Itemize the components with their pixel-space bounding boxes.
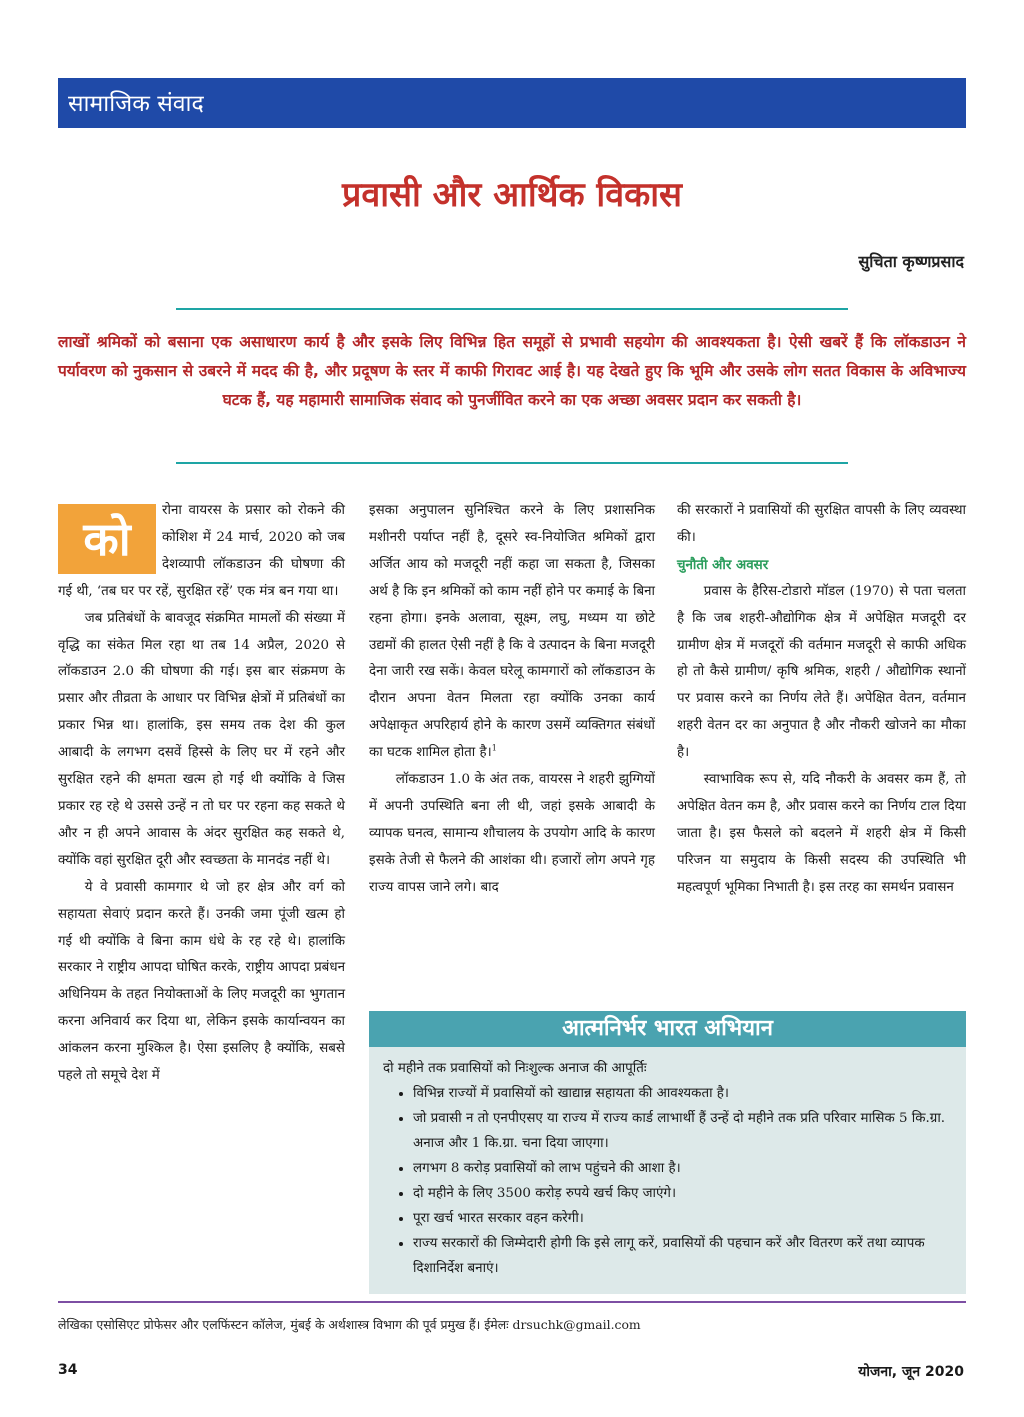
list-item: • लगभग 8 करोड़ प्रवासियों को लाभ पहुंचने की आशा है।	[413, 1156, 952, 1181]
column-1-paragraph-3: ये वे प्रवासी कामगार थे जो हर क्षेत्र और वर्ग को सहायता सेवाएं प्रदान करते हैं। उनकी जमा पूंजी खत्म हो गई थी क्योंकि वे बिना काम धंधे के रह रहे थे। हालांकि सरकार ने राष्ट्रीय आपदा घोषित करके, राष्ट्रीय आपदा प्रबंधन अधिनियम के तहत नियोक्ताओं के लिए मजदूरी का भुगतान करना अनिवार्य कर दिया था, लेकिन इसके कार्यान्वयन का आंकलन करना मुश्किल है। ऐसा इसलिए है क्योंकि, सबसे पहले तो समूचे देश में	[58, 879, 345, 1084]
abstract-bottom-rule	[176, 462, 848, 464]
column-1-paragraph-1: रोना वायरस के प्रसार को रोकने की कोशिश में 24 मार्च, 2020 को जब देशव्यापी लॉकडाउन की घोषणा की गई थी, ‘तब घर पर रहें, सुरक्षित रहें’ एक मंत्र बन गया था।	[58, 503, 345, 599]
column-1-paragraph-2: जब प्रतिबंधों के बावजूद संक्रमित मामलों की संख्या में वृद्धि का संकेत मिल रहा था तब 14 अप्रैल, 2020 से लॉकडाउन 2.0 की घोषणा की गई। इस बार संक्रमण के प्रसार और तीव्रता के आधार पर विभिन्न क्षेत्रों में प्रतिबंधों का प्रकार भिन्न था। हालांकि, इस समय तक देश की कुल आबादी के लगभग दसवें हिस्से के लिए घर में रहने और सुरक्षित रहने की क्षमता खत्म हो गई थी क्योंकि वे जिस प्रकार रह रहे थे उससे उन्हें न तो घर पर रहना कह सकते थे और न ही अपने आवास के अंदर सुरक्षित कह सकते थे, क्योंकि वहां सुरक्षित दूरी और स्वच्छता के मानदंड नहीं थे।	[58, 610, 345, 868]
issue-label: योजना, जून 2020	[858, 1364, 964, 1380]
sidebar-box	[369, 1011, 966, 1294]
column-3	[677, 498, 966, 902]
list-item: • राज्य सरकारों की जिम्मेदारी होगी कि इसे लागू करें, प्रवासियों की पहचान करें और वितरण करें तथा व्यापक दिशानिर्देश बनाएं।	[413, 1231, 952, 1281]
author-name: सुचिता कृष्णप्रसाद	[858, 252, 964, 271]
abstract: लाखों श्रमिकों को बसाना एक असाधारण कार्य है और इसके लिए विभिन्न हित समूहों से प्रभावी सहयोग की आवश्यकता है। ऐसी खबरें हैं कि लॉकडाउन ने पर्यावरण को नुकसान से उबरने में मदद की है, और प्रदूषण के स्तर में काफी गिरावट आई है। यह देखते हुए कि भूमि और उसके लोग सतत विकास के अविभाज्य घटक हैं, यह महामारी सामाजिक संवाद को पुनर्जीवित करने का एक अच्छा अवसर प्रदान कर सकती है।	[58, 333, 966, 409]
list-item: • दो महीने के लिए 3500 करोड़ रुपये खर्च किए जाएंगे।	[413, 1181, 952, 1206]
page-number: 34	[58, 1362, 78, 1378]
column-2-paragraph-1-text: इसका अनुपालन सुनिश्चित करने के लिए प्रशासनिक मशीनरी पर्याप्त नहीं है, दूसरे स्व-नियोजित श्रमिकों द्वारा अर्जित आय को मजदूरी नहीं कहा जा सकता है, जिसका अर्थ है कि इन श्रमिकों को काम नहीं होने पर कमाई के बिना रहना होगा। इनके अलावा, सूक्ष्म, लघु, मध्यम या छोटे उद्यमों की हालत ऐसी नहीं है कि वे उत्पादन के बिना मजदूरी देना जारी रख सकें। केवल घरेलू कामगारों को लॉकडाउन के दौरान अपना वेतन मिलता रहा क्योंकि उनका कार्य अपेक्षाकृत अपरिहार्य होने के कारण उसमें व्यक्तिगत संबंधों का घटक शामिल होता है।	[369, 503, 655, 761]
column-2-paragraph-1	[369, 498, 655, 767]
column-3-paragraph-1: की सरकारों ने प्रवासियों की सुरक्षित वापसी के लिए व्यवस्था की।	[677, 503, 966, 545]
list-item: • विभिन्न राज्यों में प्रवासियों को खाद्यान्न सहायता की आवश्यकता है।	[413, 1081, 952, 1106]
sidebar-box-list	[369, 1081, 966, 1281]
subheading: चुनौती और अवसर	[677, 556, 769, 573]
footnote-marker: 1	[491, 743, 497, 753]
list-item: • पूरा खर्च भारत सरकार वहन करेगी।	[413, 1206, 952, 1231]
drop-cap: को	[58, 504, 156, 574]
column-1	[58, 498, 345, 1090]
section-title: सामाजिक संवाद	[68, 91, 204, 117]
section-banner	[58, 78, 966, 128]
list-item: • जो प्रवासी न तो एनपीएसए या राज्य में राज्य कार्ड लाभार्थी हैं उन्हें दो महीने तक प्रति परिवार मासिक 5 कि.ग्रा. अनाज और 1 कि.ग्रा. चना दिया जाएगा।	[413, 1106, 952, 1156]
column-2	[369, 498, 655, 902]
column-2-paragraph-2: लॉकडाउन 1.0 के अंत तक, वायरस ने शहरी झुग्गियों में अपनी उपस्थिति बना ली थी, जहां इसके आबादी के व्यापक घनत्व, सामान्य शौचालय के उपयोग आदि के कारण इसके तेजी से फैलने की आशंका थी। हजारों लोग अपने गृह राज्य वापस जाने लगे। बाद	[369, 772, 655, 895]
abstract-top-rule	[176, 308, 848, 310]
footnote-rule	[58, 1301, 966, 1303]
article-title: प्रवासी और आर्थिक विकास	[341, 175, 683, 215]
column-3-paragraph-3: स्वाभाविक रूप से, यदि नौकरी के अवसर कम हैं, तो अपेक्षित वेतन कम है, और प्रवास करने का निर्णय टाल दिया जाता है। इस फैसले को बदलने में शहरी क्षेत्र में किसी परिजन या समुदाय के किसी सदस्य की उपस्थिति भी महत्वपूर्ण भूमिका निभाती है। इस तरह का समर्थन प्रवासन	[677, 772, 966, 895]
sidebar-box-intro: दो महीने तक प्रवासियों को निःशुल्क अनाज की आपूर्तिः	[383, 1061, 647, 1076]
author-footnote: लेखिका एसोसिएट प्रोफेसर और एलफिंस्टन कॉलेज, मुंबई के अर्थशास्त्र विभाग की पूर्व प्रमुख हैं। ईमेलः drsuchk@gmail.com	[58, 1317, 641, 1332]
sidebar-box-heading: आत्मनिर्भर भारत अभियान	[369, 1011, 966, 1047]
column-3-paragraph-2: प्रवास के हैरिस-टोडारो मॉडल (1970) से पता चलता है कि जब शहरी-औद्योगिक क्षेत्र में अपेक्षित मजदूरी दर ग्रामीण क्षेत्र में मजदूरों की वर्तमान मजदूरी से काफी अधिक हो तो कैसे ग्रामीण/ कृषि श्रमिक, शहरी / औद्योगिक स्थानों पर प्रवास करने का निर्णय लेते हैं। अपेक्षित वेतन, वर्तमान शहरी वेतन दर का अनुपात है और नौकरी खोजने का मौका है।	[677, 583, 966, 761]
